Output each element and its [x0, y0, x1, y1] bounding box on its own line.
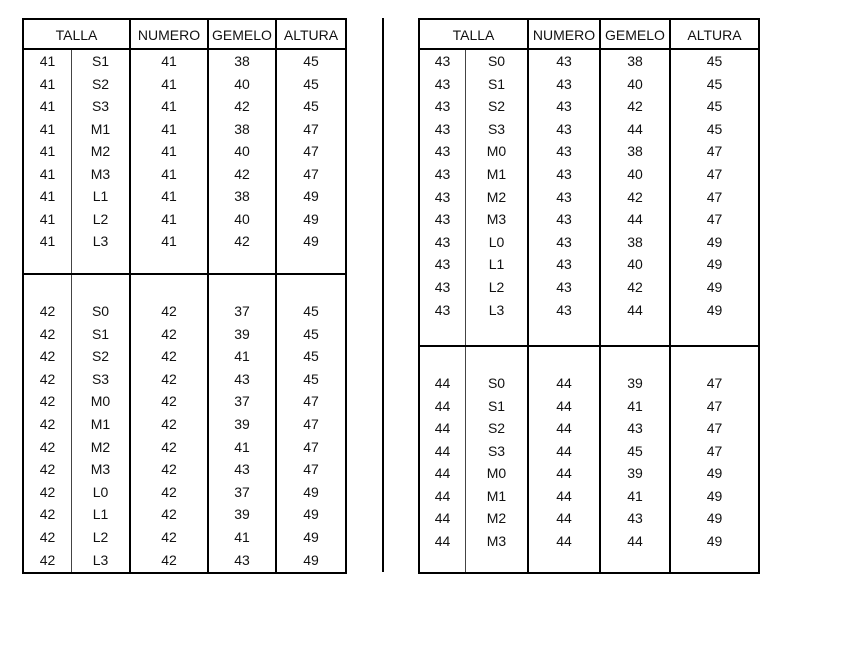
cell-talla-code: L2: [488, 279, 505, 295]
cell-gemelo: 40: [627, 75, 643, 92]
table-row: [420, 395, 758, 417]
cell-talla-code: M3: [486, 532, 507, 549]
cell-numero: 41: [161, 143, 177, 159]
cell-numero: 41: [161, 53, 177, 69]
cell-talla-code: M2: [486, 510, 507, 526]
table-row: [24, 526, 345, 548]
table-row: [24, 503, 345, 525]
cell-altura: 45: [706, 75, 723, 92]
cell-gemelo: 39: [234, 506, 250, 523]
cell-talla-number: 42: [39, 348, 56, 365]
cell-talla-code: L3: [92, 551, 109, 568]
cell-altura: 49: [706, 301, 723, 318]
cell-altura: 49: [303, 188, 319, 204]
cell-altura: 47: [303, 393, 319, 410]
cell-numero: 43: [556, 53, 572, 69]
cell-altura: 45: [706, 53, 723, 69]
cell-talla-number: 41: [39, 120, 56, 137]
cell-altura: 47: [706, 166, 723, 182]
cell-altura: 49: [303, 551, 319, 568]
cell-talla-code: L3: [92, 233, 109, 249]
cell-numero: 42: [161, 393, 177, 410]
cell-gemelo: 39: [234, 416, 250, 432]
cell-altura: 45: [303, 325, 319, 342]
cell-gemelo: 42: [627, 98, 643, 115]
cell-altura: 49: [303, 529, 319, 545]
cell-numero: 41: [161, 165, 177, 182]
cell-altura: 49: [706, 465, 723, 481]
cell-altura: 49: [706, 256, 723, 273]
table-row: [24, 163, 345, 185]
header-talla: TALLA: [452, 27, 495, 43]
cell-gemelo: 39: [627, 375, 643, 391]
table-row: [420, 118, 758, 140]
cell-talla-number: 41: [39, 98, 56, 114]
cell-gemelo: 37: [234, 483, 250, 500]
cell-talla-number: 44: [434, 420, 451, 436]
cell-altura: 49: [706, 233, 723, 250]
table-row: [420, 208, 758, 230]
table-row: [420, 186, 758, 208]
cell-talla-code: L1: [92, 506, 109, 523]
cell-numero: 42: [161, 529, 177, 545]
cell-talla-code: L2: [92, 210, 109, 227]
cell-altura: 47: [303, 165, 319, 182]
cell-talla-number: 41: [39, 188, 56, 204]
cell-gemelo: 44: [627, 532, 643, 549]
table-row: [420, 95, 758, 117]
cell-talla-code: M2: [90, 143, 111, 159]
cell-gemelo: 43: [627, 420, 643, 436]
cell-altura: 45: [303, 303, 319, 319]
cell-numero: 42: [161, 483, 177, 500]
cell-talla-number: 43: [434, 98, 451, 115]
cell-talla-code: L3: [488, 301, 505, 318]
header-talla: TALLA: [55, 27, 98, 43]
cell-numero: 43: [556, 233, 572, 250]
cell-altura: 47: [303, 416, 319, 432]
cell-gemelo: 44: [627, 301, 643, 318]
cell-numero: 44: [556, 420, 572, 436]
cell-altura: 45: [706, 98, 723, 115]
cell-altura: 47: [303, 143, 319, 159]
cell-talla-number: 42: [39, 438, 56, 455]
cell-numero: 44: [556, 487, 572, 504]
cell-gemelo: 38: [627, 143, 643, 160]
table-header: [420, 20, 758, 50]
cell-numero: 41: [161, 120, 177, 137]
cell-gemelo: 39: [234, 325, 250, 342]
header-numero: NUMERO: [532, 27, 596, 43]
cell-altura: 49: [303, 233, 319, 249]
cell-talla-number: 43: [434, 143, 451, 160]
header-gemelo: GEMELO: [212, 27, 272, 43]
cell-talla-number: 42: [39, 416, 56, 432]
table-row: [24, 185, 345, 207]
size-table-right: [418, 18, 760, 574]
cell-talla-code: M3: [90, 461, 111, 478]
table-row: [24, 345, 345, 367]
cell-gemelo: 37: [234, 393, 250, 410]
cell-talla-number: 42: [39, 529, 56, 545]
table-row: [24, 458, 345, 480]
table-row: [420, 440, 758, 462]
cell-talla-code: S1: [487, 75, 506, 92]
cell-talla-number: 43: [434, 233, 451, 250]
cell-numero: 44: [556, 510, 572, 526]
cell-talla-number: 42: [39, 483, 56, 500]
table-row: [420, 50, 758, 72]
cell-talla-code: S2: [91, 348, 110, 365]
cell-altura: 49: [706, 279, 723, 295]
table-row: [420, 163, 758, 185]
cell-numero: 42: [161, 348, 177, 365]
table-row: [420, 231, 758, 253]
cell-talla-code: L1: [488, 256, 505, 273]
cell-numero: 43: [556, 279, 572, 295]
cell-talla-code: L0: [92, 483, 109, 500]
cell-altura: 47: [706, 211, 723, 228]
cell-numero: 43: [556, 143, 572, 160]
cell-altura: 49: [706, 487, 723, 504]
cell-numero: 41: [161, 75, 177, 92]
cell-talla-code: L2: [92, 529, 109, 545]
cell-talla-number: 43: [434, 256, 451, 273]
cell-talla-number: 42: [39, 370, 56, 387]
cell-gemelo: 40: [627, 166, 643, 182]
cell-talla-number: 43: [434, 279, 451, 295]
cell-talla-code: M1: [486, 487, 507, 504]
table-row: [24, 549, 345, 571]
cell-talla-code: M3: [486, 211, 507, 228]
cell-gemelo: 41: [627, 397, 643, 414]
cell-altura: 47: [706, 420, 723, 436]
cell-talla-code: S0: [91, 303, 110, 319]
cell-gemelo: 42: [234, 165, 250, 182]
cell-gemelo: 42: [234, 233, 250, 249]
cell-numero: 42: [161, 370, 177, 387]
group-separator: [24, 273, 345, 275]
cell-altura: 47: [706, 397, 723, 414]
cell-talla-code: S1: [91, 325, 110, 342]
cell-numero: 41: [161, 98, 177, 114]
cell-gemelo: 38: [234, 120, 250, 137]
cell-talla-code: L0: [488, 233, 505, 250]
cell-gemelo: 39: [627, 465, 643, 481]
group-separator: [420, 345, 758, 347]
table-row: [420, 462, 758, 484]
cell-talla-code: S2: [91, 75, 110, 92]
cell-talla-code: S3: [487, 442, 506, 459]
cell-altura: 49: [706, 532, 723, 549]
table-row: [420, 276, 758, 298]
header-altura: ALTURA: [283, 27, 339, 43]
header-altura: ALTURA: [687, 27, 742, 43]
cell-talla-number: 43: [434, 75, 451, 92]
cell-numero: 43: [556, 166, 572, 182]
cell-talla-number: 42: [39, 393, 56, 410]
cell-talla-number: 41: [39, 75, 56, 92]
cell-gemelo: 42: [234, 98, 250, 114]
cell-numero: 41: [161, 188, 177, 204]
cell-talla-number: 43: [434, 301, 451, 318]
cell-talla-number: 43: [434, 166, 451, 182]
cell-gemelo: 42: [627, 279, 643, 295]
cell-talla-number: 44: [434, 375, 451, 391]
cell-gemelo: 40: [234, 143, 250, 159]
cell-gemelo: 43: [234, 461, 250, 478]
cell-altura: 49: [303, 210, 319, 227]
table-row: [24, 230, 345, 252]
cell-talla-code: M0: [486, 143, 507, 160]
cell-gemelo: 38: [234, 53, 250, 69]
cell-numero: 41: [161, 210, 177, 227]
cell-numero: 44: [556, 532, 572, 549]
cell-gemelo: 44: [627, 120, 643, 137]
cell-numero: 44: [556, 465, 572, 481]
table-row: [24, 208, 345, 230]
cell-altura: 47: [303, 120, 319, 137]
table-row: [420, 417, 758, 439]
cell-gemelo: 37: [234, 303, 250, 319]
cell-gemelo: 40: [234, 210, 250, 227]
cell-altura: 47: [706, 442, 723, 459]
cell-altura: 47: [706, 188, 723, 205]
cell-talla-number: 41: [39, 210, 56, 227]
cell-numero: 44: [556, 442, 572, 459]
cell-talla-number: 42: [39, 303, 56, 319]
cell-gemelo: 38: [627, 53, 643, 69]
cell-gemelo: 38: [234, 188, 250, 204]
cell-talla-code: S3: [91, 370, 110, 387]
table-row: [420, 485, 758, 507]
table-row: [24, 300, 345, 322]
table-header: [24, 20, 345, 50]
cell-talla-code: S2: [487, 420, 506, 436]
cell-numero: 42: [161, 416, 177, 432]
cell-talla-number: 41: [39, 143, 56, 159]
table-row: [420, 299, 758, 321]
table-row: [24, 390, 345, 412]
cell-gemelo: 40: [234, 75, 250, 92]
cell-talla-code: M1: [90, 416, 111, 432]
table-row: [24, 413, 345, 435]
table-row: [24, 436, 345, 458]
cell-talla-number: 44: [434, 487, 451, 504]
cell-numero: 44: [556, 397, 572, 414]
cell-talla-code: S3: [487, 120, 506, 137]
cell-altura: 49: [303, 483, 319, 500]
cell-numero: 42: [161, 506, 177, 523]
cell-talla-code: L1: [92, 188, 109, 204]
cell-altura: 49: [706, 510, 723, 526]
table-row: [24, 95, 345, 117]
cell-numero: 42: [161, 461, 177, 478]
page-divider: [382, 18, 384, 572]
cell-talla-code: M2: [90, 438, 111, 455]
table-row: [24, 50, 345, 72]
cell-talla-code: M2: [486, 188, 507, 205]
table-row: [24, 118, 345, 140]
cell-talla-number: 42: [39, 325, 56, 342]
cell-numero: 43: [556, 188, 572, 205]
header-numero: NUMERO: [137, 27, 201, 43]
cell-numero: 43: [556, 98, 572, 115]
cell-talla-number: 43: [434, 53, 451, 69]
cell-altura: 49: [303, 506, 319, 523]
cell-talla-number: 44: [434, 397, 451, 414]
cell-altura: 45: [303, 370, 319, 387]
cell-numero: 43: [556, 120, 572, 137]
cell-talla-code: M3: [90, 165, 111, 182]
cell-talla-number: 42: [39, 506, 56, 523]
cell-talla-number: 43: [434, 188, 451, 205]
cell-altura: 45: [303, 75, 319, 92]
cell-gemelo: 45: [627, 442, 643, 459]
cell-talla-number: 42: [39, 461, 56, 478]
cell-gemelo: 43: [234, 370, 250, 387]
cell-talla-number: 43: [434, 211, 451, 228]
table-row: [420, 253, 758, 275]
cell-talla-code: S0: [487, 53, 506, 69]
cell-numero: 41: [161, 233, 177, 249]
cell-altura: 47: [303, 438, 319, 455]
table-row: [420, 372, 758, 394]
table-row: [420, 73, 758, 95]
cell-altura: 47: [706, 143, 723, 160]
cell-gemelo: 44: [627, 211, 643, 228]
cell-gemelo: 40: [627, 256, 643, 273]
cell-gemelo: 41: [234, 529, 250, 545]
cell-numero: 42: [161, 438, 177, 455]
cell-talla-code: M0: [90, 393, 111, 410]
cell-talla-number: 41: [39, 53, 56, 69]
table-row: [24, 73, 345, 95]
cell-talla-code: S1: [91, 53, 110, 69]
cell-numero: 43: [556, 301, 572, 318]
cell-altura: 45: [706, 120, 723, 137]
table-row: [420, 140, 758, 162]
cell-talla-code: S2: [487, 98, 506, 115]
cell-altura: 47: [706, 375, 723, 391]
cell-talla-number: 44: [434, 442, 451, 459]
table-row: [420, 530, 758, 552]
header-gemelo: GEMELO: [605, 27, 665, 43]
cell-gemelo: 41: [234, 438, 250, 455]
table-row: [24, 368, 345, 390]
cell-numero: 42: [161, 325, 177, 342]
table-row: [24, 140, 345, 162]
cell-gemelo: 43: [234, 551, 250, 568]
table-row: [24, 481, 345, 503]
cell-talla-number: 44: [434, 465, 451, 481]
cell-talla-number: 41: [39, 165, 56, 182]
cell-numero: 43: [556, 211, 572, 228]
cell-talla-number: 41: [39, 233, 56, 249]
cell-talla-number: 42: [39, 551, 56, 568]
cell-gemelo: 41: [627, 487, 643, 504]
cell-talla-number: 44: [434, 532, 451, 549]
cell-talla-number: 44: [434, 510, 451, 526]
table-row: [420, 507, 758, 529]
cell-gemelo: 38: [627, 233, 643, 250]
cell-numero: 42: [161, 303, 177, 319]
cell-numero: 43: [556, 75, 572, 92]
cell-gemelo: 43: [627, 510, 643, 526]
cell-gemelo: 41: [234, 348, 250, 365]
cell-numero: 43: [556, 256, 572, 273]
cell-talla-code: M0: [486, 465, 507, 481]
cell-numero: 44: [556, 375, 572, 391]
cell-numero: 42: [161, 551, 177, 568]
cell-altura: 45: [303, 98, 319, 114]
cell-altura: 45: [303, 53, 319, 69]
cell-altura: 45: [303, 348, 319, 365]
size-table-left: [22, 18, 347, 574]
cell-altura: 47: [303, 461, 319, 478]
cell-talla-code: S0: [487, 375, 506, 391]
cell-talla-code: S1: [487, 397, 506, 414]
cell-gemelo: 42: [627, 188, 643, 205]
cell-talla-number: 43: [434, 120, 451, 137]
table-row: [24, 323, 345, 345]
cell-talla-code: M1: [486, 166, 507, 182]
cell-talla-code: S3: [91, 98, 110, 114]
cell-talla-code: M1: [90, 120, 111, 137]
